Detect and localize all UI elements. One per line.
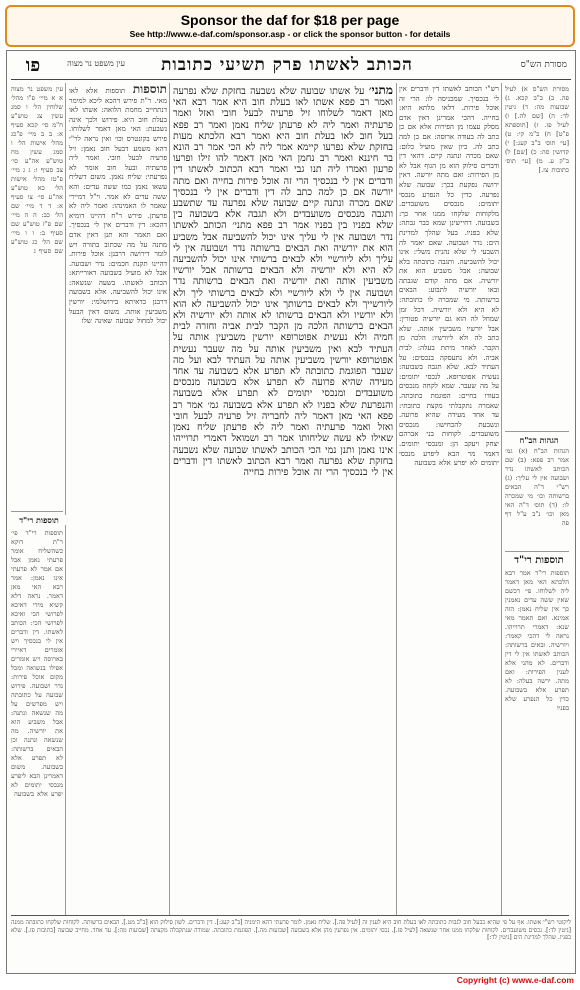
mishnah-marker: מתני׳ xyxy=(368,85,393,97)
sponsor-title: Sponsor the daf for $18 per page xyxy=(180,12,400,28)
ein-mishpat-text: עין משפט נר מצוה א א מיי׳ פ"ו מהל׳ שלוחין הל׳ ו סמג עשין צג טוש"ע ח"מ סי׳ קכא סעיף א: ב ב מיי׳ פ"כג מהל׳ אישות הל׳ ו סמג עשין מח טוש"ע אה"ע סי׳ צב סעיף ו: ג ג מיי׳ פ"טז מהל׳ אישות הל׳ כא טוש"ע אה"ע סי׳ צו סעיף א: ד ד מיי׳ שם הל׳ כב: ה ה מיי׳ שם פ"ז טוש"ע שם סעיף ב: ו ו מיי׳ שם הל׳ כג טוש"ע שם סעיף ג xyxy=(11,85,63,255)
masoret-text: מסורת הש"ס א) לעיל פה. ב) ב"ב קכא. ג) שבועות מה: ד) גיטין לד: ה) [שם לה.] ו) לעיל פז. ז) [תוספתא פ"ט] ח) ב"מ קי: ט) [עי׳ תוס׳ ב"ב קעג:] י) קדושין סה: כ) [שם] ל) ב"ק ע. מ) [עי׳ תוס׳ כתובות צז.] xyxy=(505,85,569,174)
tosafot-divider xyxy=(169,83,170,915)
gemara-text xyxy=(173,85,393,478)
gemara-body: על אשתו שבועה שלא נשבעה בחזקת שלא נפרעה ואמר רב פפא אשתו לאו בעלת חוב היא אמר רבא האי מאן דאמר לשלוחו זיל פרעיה לבעל חובי ואזל ואמר פרעתיה ואמר ליה לא פרעתן שליח נאמן ואמר רב פפא בעל חוב לאו בעלת חוב היא ואמר רבא הלכתא מעות בחזקת שלא נפרעו קיימא אמר ליה לא הכי אמר רב הונא בר חיננא ואמר רב נחמן האי מאן דאמר להו זילו ופרעו פרעון ואמרו ליה תנו גבי ואמר רבא הכתוב לאשתו דין ודברים אין לי בנכסיך הרי זה אוכל פירות בחייה ואם מתה יורשה אם כן למה כתב לה דין ודברים אין לי בנכסיך שאם מכרה ונתנה קיים שבועה שלא נפרעה עד שתשבע ותגבה מנכסים משועבדים ולא תגבה אלא בשבועה בין שלא בפניו בין בפניו אמר רב פפא מתני׳ הכותב לאשתו נדר ושבועה אין לי עליך אינו יכול להשביעה אבל משביע הוא את יורשיה ואת הבאים ברשותה נדר ושבועה אין לי עליך ולא ליורשיי ולא לבאים ברשותי אינו יכול להשביעה לא היא ולא יורשיה ולא הבאים ברשותה אבל יורשיו משביעין אותה ואת יורשיה ואת הבאים ברשותה נדר ושבועה אין לי ולא ליורשיי ולא לבאים ברשותי ליך ולא ליורשייך ולא לבאים ברשותך אינו יכול להשביעה לא הוא ולא יורשיו ולא הבאים ברשותו לא אותה ולא יורשיה ולא הבאים ברשותה הלכה מן הקבר לבית אביה וחזרה לבית חמיה ולא נעשית אפוטרופא יורשין משביעין אותה על העתיד לבא ואין משביעין אותה על מה שעבר נעשית אפוטרופא יורשין משביעין אותה על העתיד לבא ועל מה שעבר הפוגמת כתובתה לא תפרע אלא בשבועה עד אחד מעידה שהיא פרועה לא תפרע אלא בשבועה מנכסים משועבדים ומנכסי יתומים לא תפרע אלא בשבועה והנפרעת שלא בפניו לא תפרע אלא בשבועה גמ׳ אמר רב פפא האי מאן דאמר ליה לחבריה זיל פרעיה לבעל חובי ואזל ואמר פרעתיה ואמר ליה לא פרעתן שליח נאמן שאילו לא עשה שליחותו אמר רב ושמואל דאמרי תרוייהו אינו נאמן ותנן נמי הכי הכותב לאשתו שבועה שלא נשבעה בחזקת שלא נפרעה ואמר רבא הכתוב לאשתו דין ודברים אין לי בנכסיך הרי זה אוכל פירות בחייה xyxy=(173,86,393,478)
rashi-text: רש"י הכותב לאשתו דין ודברים אין לי בנכסיך. שמכניסה לו: הרי זה אוכל פירות. דלאו מלתא היא: בחייה. דהכי אמרינן דאין אדם מסלק עצמו מן הפירות אלא אם כן כתב לה בעודה ארוסה: אם כן למה כתב לה. כיון שאין מועיל כלום: שאם מכרה ונתנה קיים. דהאי דין ודברים סילוק הוא מן הגוף אבל לא מן הפירות: ואם מתה יורשה. דאין ירושה נפקעת בכך: שבועה שלא נפרעה. כדין כל הנפרע מנכסי יתומים: מנכסים משועבדים. מלקוחות שלקחו ממנו אחר כך: בשבועה. דחיישינן שמא כבר גבתה: שלא בפניו. בעל שהלך למדינת הים: נדר ושבועה. שאם יאמר לה השבעי לי שלא נהנית משלי: אינו יכול להשביעה. ותגבה כתובתה בלא שבועה: אבל משביע הוא את יורשיה. אם מתה קודם שגבתה ובאו יורשיה לתבוע: הבאים ברשותה. מי שמכרה לו כתובתה: לא היא ולא יורשיה. דכל זמן שמחל לה הוא גם יורשיה פטורין: אבל יורשיו משביעין אותה. שלא כתב לה ולא ליורשיו: הלכה מן הקבר. לאחר מיתת בעלה: לבית אביה. ולא נתעסקה בנכסים: על העתיד לבא. שלא תגבה בשבועה: נעשית אפוטרופא. לנכסי יתומים: על מה שעבר. שמא לקחה מנכסים בעודו בחיים: הפוגמת כתובתה. שאמרה נתקבלתי מקצת כתובתי: עד אחד מעידה שהיא פרועה. ונשבעת להכחישו: מנכסים משועבדים. לקוחות בני אברהם יצחק ויעקב הן: ומנכסי יתומים. דאמר מר הבא ליפרע מנכסי יתומים לא יפרע אלא בשבועה xyxy=(399,85,499,468)
ein-mishpat-column xyxy=(11,85,63,505)
tosafot-rid-left-text: תוספות רי"ד פי׳ ר"ת דוקא כשהשליח אומר פרעתי נאמן אבל אם אמר לא פרעתי אינו נאמן: אמר רבא האי מאן דאמר. נראה דלא קשיא מידי דאיכא לפרושי הכי ואיכא לפרושי הכי: הכותב לאשתו. דין ודברים אין לי בנכסיך ויש אומרים דאיירי בארוסה ויש אומרים אפילו בנשואה ומכל מקום אוכל פירות: נדר ושבועה. פירוש שבועה על כתובתה ויש מפרשים על מה שנשאה ונתנה: אבל משביע הוא את יורשיה. מה שנשאה ונתנה וכן הבאים ברשותה: לא תפרע אלא בשבועה. משום דאמרינן הבא ליפרע מנכסי יתומים לא יפרע אלא בשבועה xyxy=(11,529,63,798)
tosafot-rid-right-text: תוספות רי"ד אמר רבא הלכתא האי מאן דאמר ליה לשלוחו. פי׳ דכשם שאין ששה עדים נאמנין כך אין שליח נאמן: הוה אמינא. ואם תאמר מאי שנא: דאמרי תרוייהו. נראה לי דהכי קאמר: ויורשיה. ובאים ברשותה: הכותב לאשתו אין לי דין ודברים. לא מהני אלא לענין הפירות: ואם מתה. ירשה בעלה: לא תפרע אלא בשבועה. כדין כל הנפרע שלא בפניו xyxy=(505,569,569,712)
tosafot-rid-left-label: תוספות רי"ד xyxy=(11,515,67,525)
tosafot-column xyxy=(69,85,167,915)
ein-mishpat-header: עין משפט נר מצוה xyxy=(67,59,125,68)
header-rule xyxy=(11,79,571,80)
tosafot-text xyxy=(69,85,167,327)
tosafot-label: תוספות xyxy=(132,85,167,96)
gemara-column xyxy=(173,85,393,915)
sponsor-subtitle: See http://www.e-daf.com/sponsor.asp - or click the sponsor button - for details xyxy=(129,29,451,39)
hagahot-label: הגהות הב"ח xyxy=(507,435,571,445)
page-header-title: הכותב לאשתו פרק תשיעי כתובות xyxy=(161,55,413,75)
hagahot-divider xyxy=(505,431,569,432)
tosafot-rid-left-divider xyxy=(11,511,63,512)
tosafot-body: תוספות אלא לאו מאי. ר"ת פירש דהכא ליכא למימר דנתחייב מחמת הלואה: אשתו לאו בעלת חוב היא. פירוש ולכך אינה נשבעת: האי מאן דאמר לשלוחו. פירש בקונטרס וכו׳ ואין נראה לר"י דהא משמע דבעל חוב נאמן: זיל פרעיה לבעל חובי. ואמר ליה פרעתיה ובעל חוב אומר לא נפרעתי: שליח נאמן. משום דשליח עשאו נאמן כמו ששה עדים: והא ששה עדים לא אמר. וי"ל דמיירי שאמר לו האמינהו: ואמר ליה לא פרעתן. פירש ר"ח דהיינו דומיא דהכא: דין ודברים אין לי בנכסיך. ואם תאמר והא תנן דאין אדם מתנה על מה שכתוב בתורה ויש לומר דירושה דרבנן: אוכל פירות. דהיינו תקנת חכמים: נדר ושבועה. אבל לא מועיל בשבועה דאורייתא: הכותב לאשתו. בשעה שנשאה: אינו יכול להשביעה. אלא בשבועה דרבנן כדאיתא בירושלמי: יורשין משביעין אותה. משום דאין הבעל יכול למחול שבועה שאינה שלו xyxy=(69,87,167,326)
page-number: פו xyxy=(25,55,41,76)
hagahot-text: הגהות הב"ח (א) גמ׳ אמר רב פפא: (ב) שם הכותב לאשתו נדר ושבועה אין לי עליך: (ג) רש"י ד"ה הבאים ברשותה וכו׳ מי שמכרה לו: (ד) תוס׳ ד"ה האי מאן וכו׳ נ"ב ע"ל דף פה xyxy=(505,447,569,527)
right-margin-divider xyxy=(501,83,502,915)
tosafot-rid-right-label: תוספות רי"ד xyxy=(507,555,571,566)
rashi-column xyxy=(399,85,499,915)
sponsor-banner[interactable] xyxy=(5,5,575,47)
bottom-divider xyxy=(11,915,569,916)
tosafot-rid-right-divider xyxy=(505,551,569,552)
masoret-hashas-column xyxy=(505,85,569,425)
talmud-page xyxy=(6,50,576,974)
tosafot-rid-right-column xyxy=(505,569,569,915)
tosafot-rid-left-column xyxy=(11,529,63,915)
copyright-notice: Copyright (c) www.e-daf.com xyxy=(456,975,574,985)
likutei-rashi: ליקוטי רש"י אשתו. אף על פי שהיא כבעל חוב לגבות כתובתה לאו בעלת חוב היא לענין זה [לעיל פה.]. שליח נאמן. לומר פרעתי דהא הימניה [ב"ב קעג:]. דין ודברים. לשון סילוק הוא [ב"ב מט.]. הבאים ברשותה. לקוחות שלקחו כתובתה ממנה [גיטין לד:]. נכסים משועבדים. לקוחות שלקחו ממנו אחר שנשאה [לעיל פז.]. נכסי יתומים. אין נפרעין מהן אלא בשבועה [שבועות מה.]. הפוגמת כתובתה. שמודה שנתקבלה מקצתה [שבועות מה:]. עד אחד. מחייב שבועה [כתובות פז.]. שלא בפניו. שהלך למדינת הים [גיטין לד:] xyxy=(11,919,571,941)
masoret-header: מסורת הש"ס xyxy=(520,60,567,70)
left-margin-divider xyxy=(65,83,66,915)
rashi-divider xyxy=(396,83,397,915)
hagahot-column xyxy=(505,447,569,547)
